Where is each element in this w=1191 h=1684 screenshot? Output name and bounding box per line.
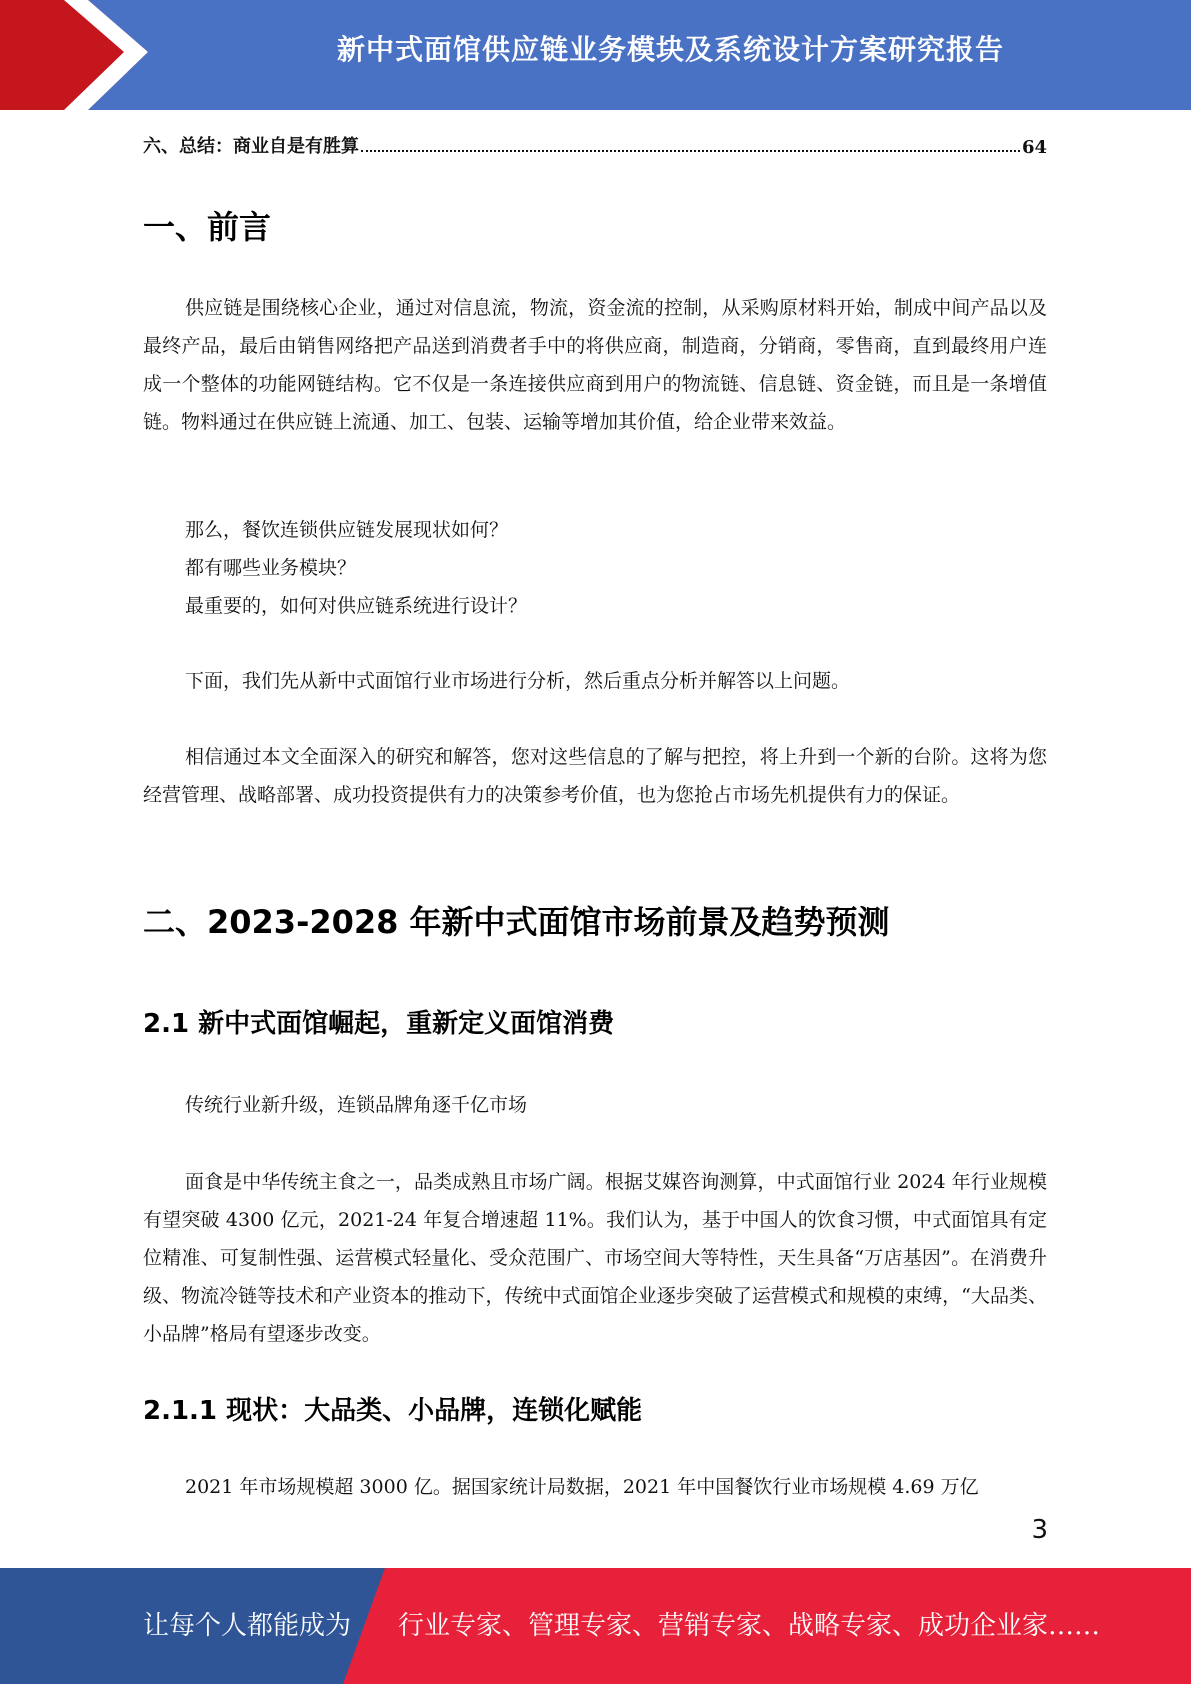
preface-paragraph-1: 供应链是围绕核心企业，通过对信息流，物流，资金流的控制，从采购原材料开始，制成中间产品以及最终产品，最后由销售网络把产品送到消费者手中的将供应商，制造商，分销商，零售商，直到最终用户连成一个整体的功能网链结构。它不仅是一条连接供应商到用户的物流链、信息链、资金链，而且是一条增值链。物料通过在供应链上流通、加工、包装、运输等增加其价值，给企业带来效益。 [143, 297, 1047, 433]
red-chevron-icon [0, 0, 160, 110]
question-line-1: 那么，餐饮连锁供应链发展现状如何？ [185, 519, 509, 541]
toc-leader-dots [361, 150, 1020, 152]
subsection-lead: 传统行业新升级，连锁品牌角逐千亿市场 [185, 1094, 528, 1116]
section-heading-preface: 一、前言 [143, 208, 272, 246]
section-heading-market-outlook: 二、2023-2028 年新中式面馆市场前景及趋势预测 [143, 903, 890, 941]
footer-slogan-left: 让每个人都能成为 [143, 1611, 352, 1641]
page-header [0, 0, 1191, 110]
subsection-2-1-paragraph: 面食是中华传统主食之一，品类成熟且市场广阔。根据艾媒咨询测算，中式面馆行业 2024 年行业规模有望突破 4300 亿元，2021-24 年复合增速超 11%。我们认为，基于中国人的饮食习惯，中式面馆具有定位精准、可复制性强、运营模式轻量化、受众范围广、市场空间大等特性，天生具备“万店基因”。在消费升级、物流冷链等技术和产业资本的推动下，传统中式面馆企业逐步突破了运营模式和规模的束缚，“大品类、小品牌”格局有望逐步改变。 [143, 1171, 1047, 1345]
question-line-3: 最重要的，如何对供应链系统进行设计？ [185, 595, 528, 617]
preface-paragraph-3: 相信通过本文全面深入的研究和解答，您对这些信息的了解与把控，将上升到一个新的台阶。这将为您经营管理、战略部署、成功投资提供有力的决策参考价值，也为您抢占市场先机提供有力的保证。 [143, 746, 1047, 806]
toc-entry[interactable] [143, 130, 1047, 158]
page-footer [0, 1568, 1191, 1684]
toc-entry-label: 六、总结：商业自是有胜算 [143, 136, 359, 157]
toc-entry-page: 64 [1021, 137, 1047, 158]
question-line-2: 都有哪些业务模块？ [185, 557, 357, 579]
subsection-heading-2-1-1: 2.1.1 现状：大品类、小品牌，连锁化赋能 [143, 1396, 643, 1426]
preface-paragraph-2: 下面，我们先从新中式面馆行业市场进行分析，然后重点分析并解答以上问题。 [185, 670, 851, 692]
report-title: 新中式面馆供应链业务模块及系统设计方案研究报告 [336, 33, 1004, 66]
subsection-heading-2-1: 2.1 新中式面馆崛起，重新定义面馆消费 [143, 1009, 615, 1039]
subsection-2-1-1-paragraph: 2021 年市场规模超 3000 亿。据国家统计局数据，2021 年中国餐饮行业市场规模 4.69 万亿 [185, 1476, 979, 1498]
footer-slogan-right: 行业专家、管理专家、营销专家、战略专家、成功企业家…… [398, 1611, 1101, 1641]
page-number: 3 [1031, 1515, 1048, 1545]
